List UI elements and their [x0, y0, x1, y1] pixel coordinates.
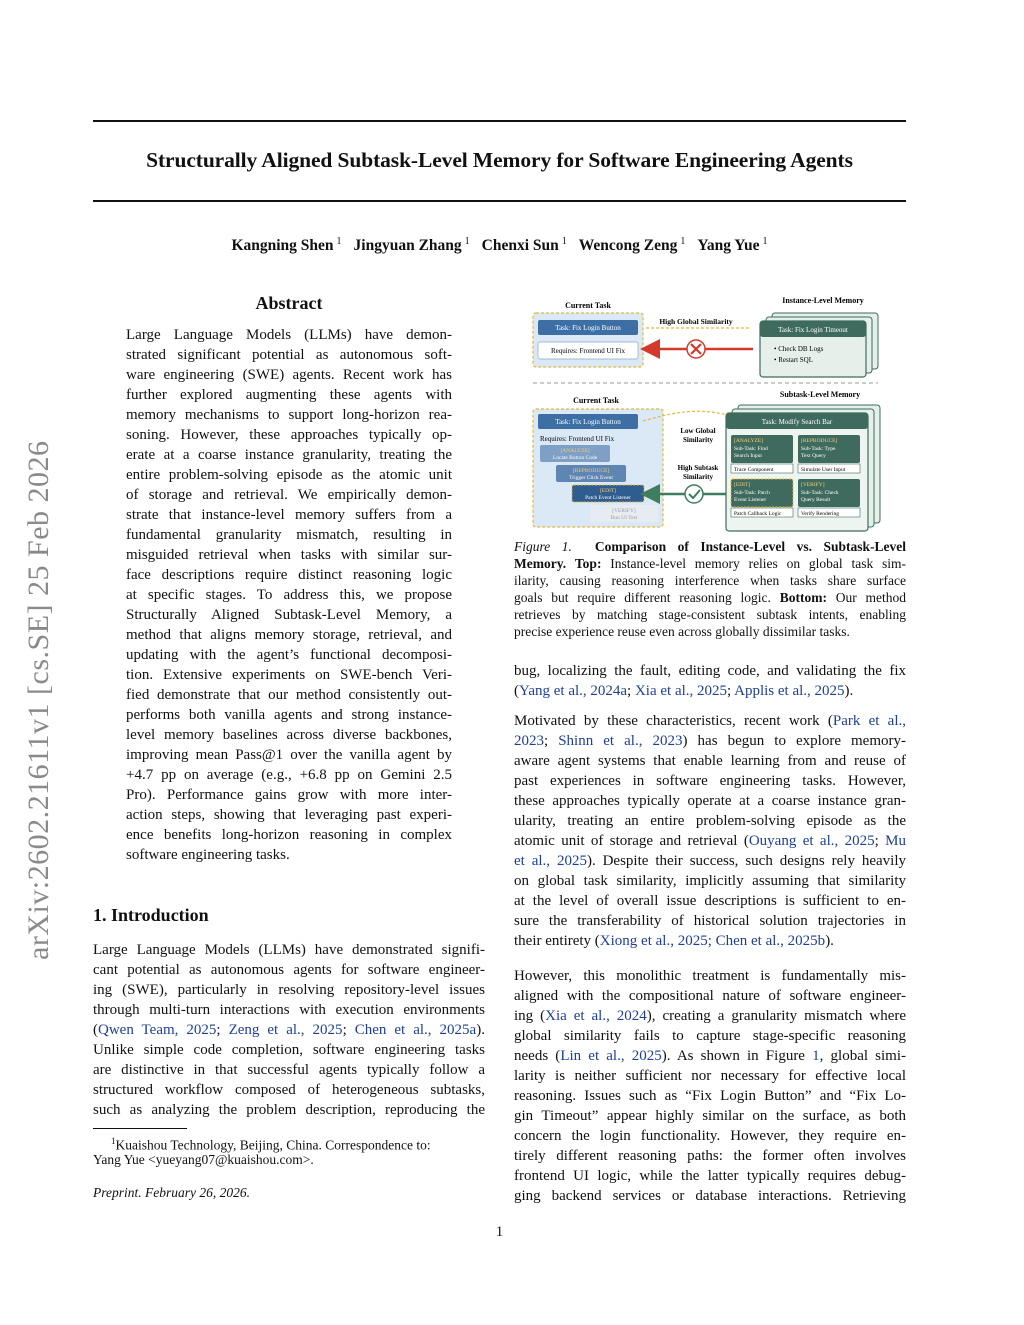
abstract-line: ware engineering (SWE) agents. Recent work has [126, 367, 452, 383]
intro-right-line: at the level of overall issue descriptions is sufficient to en- [514, 893, 906, 909]
abstract-line: updating with the agent’s functional decomposi- [126, 647, 452, 663]
fig-mem-cell-verify [798, 479, 860, 517]
fig-top-task-text: Task: Fix Login Button [555, 324, 621, 332]
fig-mem-cell-reproduce-l2: Text Query [801, 453, 826, 459]
fig-mem-cell-reproduce [798, 435, 860, 473]
intro-right-line: tirely different reasoning paths: the former often involves [514, 1148, 906, 1164]
intro-left-line: cant potential as autonomous agents for software engineer- [93, 962, 485, 978]
fig-mem-cell-analyze-foot: Trace Component [734, 467, 774, 473]
author-affiliation-mark: 1 [762, 236, 768, 247]
fig-step-reproduce-tag: [REPRODUCE] [572, 468, 610, 474]
text-segment: ; [874, 833, 886, 849]
fig-mem-cell-verify-l1: Sub-Task: Check [801, 490, 839, 496]
preprint-note: Preprint. February 26, 2026. [93, 1185, 250, 1200]
citation-link[interactable]: Xia et al., 2025 [634, 683, 728, 699]
abstract-line: action steps, showing that leveraging past experi- [126, 807, 452, 823]
text-segment: ), creating a granularity mismatch where [646, 1008, 907, 1024]
fig-mem-cell-reproduce-foot: Simulate User Input [801, 467, 846, 473]
text-segment: ; [342, 1022, 355, 1038]
fig-top-instance-memory-label: Instance-Level Memory [782, 296, 864, 305]
caption-line-1 [514, 538, 906, 555]
text-segment: ). As shown in Figure [661, 1048, 813, 1064]
paper-title: Structurally Aligned Subtask-Level Memory for Software Engineering Agents [146, 148, 853, 172]
arxiv-identifier: arXiv:2602.21611v1 [cs.SE] 25 Feb 2026 [22, 440, 55, 960]
text-segment: ; [544, 733, 559, 749]
caption-bottom-word: Bottom: [779, 590, 827, 605]
abstract-line: +4.7 pp on average (e.g., +6.8 pp on Gemini 2.5 [126, 767, 452, 783]
abstract-line: of storage and retrieval. We empirically demon- [126, 487, 452, 503]
abstract-line: software engineering tasks. [126, 847, 290, 863]
fig-step-analyze-tag: [ANALYZE] [560, 448, 590, 454]
text-segment: atomic unit of storage and retrieval ( [514, 833, 749, 849]
text-segment: ; [727, 683, 735, 699]
caption-line-4 [514, 589, 906, 606]
abstract-line: at specific stages. To address this, we propose [126, 587, 452, 603]
author-name: Jingyuan Zhang [353, 237, 462, 255]
fig-top-mem-bullet-2: • Restart SQL [774, 356, 814, 364]
caption-bottom-text: Our method [835, 590, 906, 605]
fig-mem-cell-edit-foot: Patch Callback Logic [734, 511, 782, 517]
footnote-mark: 1 [111, 1136, 116, 1146]
author-4 [579, 237, 686, 254]
caption-line-6: precise experience reuse even across globally dissimilar tasks. [514, 624, 850, 639]
citation-link[interactable]: Xiong et al., 2025; Chen et al., 2025b [599, 933, 826, 949]
citation-link[interactable]: Chen et al., 2025a [354, 1022, 477, 1038]
fig-check-icon [685, 485, 703, 503]
citation-link[interactable]: 1 [812, 1048, 820, 1064]
fig-step-verify-text: Run UI Test [610, 515, 638, 521]
fig-mem-cell-analyze-tag: [ANALYZE] [734, 438, 764, 444]
fig-low-sim-label-2: Similarity [683, 436, 713, 444]
intro-right-line [514, 931, 906, 951]
abstract-line: ence benefits long-horizon reasoning in complex [126, 827, 452, 843]
intro-right-line: ging backend services or database interactions. Retrieving [514, 1188, 906, 1204]
citation-link[interactable]: Zeng et al., 2025 [228, 1022, 343, 1038]
author-1 [231, 237, 341, 254]
footnote-line-2-wrap [93, 1151, 485, 1168]
text-segment: ; [216, 1022, 229, 1038]
fig-mem-cell-verify-l2: Query Result [801, 497, 831, 503]
author-name: Chenxi Sun [481, 237, 559, 255]
intro-right-line: global similarity fails to capture stage-specific reasoning [514, 1028, 906, 1044]
author-3 [482, 237, 567, 254]
intro-right-line [514, 851, 906, 871]
intro-right-line [514, 681, 906, 701]
footnote-rule [93, 1128, 187, 1129]
citation-link[interactable]: Mu [885, 833, 906, 849]
caption-label: Figure 1. [514, 539, 572, 554]
citation-link[interactable]: Xia et al., 2024 [545, 1008, 647, 1024]
abstract-line: memory mechanisms to support long-horizon rea- [126, 407, 452, 423]
title-rule-bottom [93, 200, 906, 202]
fig-mem-cell-verify-tag: [VERIFY] [801, 482, 825, 488]
text-segment: ). [844, 683, 854, 699]
text-segment: Motivated by these characteristics, recent work ( [514, 713, 833, 729]
intro-right-line [514, 711, 906, 731]
fig-top-requires-text: Requires: Frontend UI Fix [550, 347, 626, 355]
abstract-line: misguided retrieval when tasks with similar sur- [126, 547, 452, 563]
author-name: Wencong Zeng [578, 237, 678, 255]
caption-line-2 [514, 555, 906, 572]
page-number: 1 [495, 1224, 504, 1240]
intro-right-line: reasoning. Issues such as “Fix Login Button” and “Fix Lo- [514, 1088, 906, 1104]
intro-right-line: sure the transferability of historical solution trajectories in [514, 913, 906, 929]
caption-top-word: Top: [574, 556, 602, 571]
text-segment: ) has begun to explore memory- [682, 733, 907, 749]
intro-right-line [514, 1006, 906, 1026]
abstract-line: Pro). Performance gains grow with more inter- [126, 787, 452, 803]
text-segment: , global simi- [819, 1048, 907, 1064]
text-segment: their entirety ( [514, 933, 600, 949]
fig-mem-cell-edit-tag: [EDIT] [734, 482, 751, 488]
intro-left-line: Large Language Models (LLMs) have demonstrated signifi- [93, 942, 485, 958]
intro-right-line: However, this monolithic treatment is fundamentally mis- [514, 968, 906, 984]
footnote-line-2: Yang Yue <yueyang07@kuaishou.com>. [93, 1152, 314, 1167]
abstract-line: soning. However, these approaches typically op- [126, 427, 452, 443]
abstract-line: performs both vanilla agents and strong instance- [126, 707, 452, 723]
abstract-line: strated significant potential as autonomous soft- [126, 347, 452, 363]
citation-link[interactable]: Ouyang et al., 2025 [748, 833, 875, 849]
fig-step-analyze-text: Locate Button Code [552, 455, 598, 461]
fig-step-edit-text: Patch Event Listener [585, 495, 631, 501]
author-affiliation-mark: 1 [336, 236, 342, 247]
fig-mem-cell-reproduce-l1: Sub-Task: Type [801, 446, 836, 452]
author-name: Yang Yue [697, 237, 760, 255]
text-segment: ( [514, 683, 519, 699]
intro-right-line: ularity, treating an entire problem-solving episode as the [514, 813, 906, 829]
intro-right-line [514, 831, 906, 851]
fig-bottom-requires-text: Requires: Frontend UI Fix [540, 435, 615, 443]
author-affiliation-mark: 1 [561, 236, 567, 247]
intro-right-line [514, 1046, 906, 1066]
intro-left-line: such as analyzing the problem description, reproducing the [93, 1102, 485, 1118]
abstract-line: level memory baselines across diverse backbones, [126, 727, 452, 743]
citation-link[interactable]: et al., 2025 [514, 853, 587, 869]
intro-right-line: gin Timeout” appear highly similar on the surface, as both [514, 1108, 906, 1124]
fig-top-current-task-label: Current Task [565, 301, 611, 310]
fig-bottom-current-task-label: Current Task [573, 396, 619, 405]
author-2 [354, 237, 470, 254]
intro-left-line: are distinctive in that successful agents typically follow a [93, 1062, 485, 1078]
text-segment: needs ( [514, 1048, 561, 1064]
citation-link[interactable]: 2023 [514, 733, 544, 749]
abstract-line: tion. Extensive experiments on SWE-bench Veri- [126, 667, 452, 683]
figure-1 [528, 293, 888, 533]
citation-link[interactable]: Lin et al., 2025 [560, 1048, 662, 1064]
author-list [93, 236, 906, 255]
citation-link[interactable]: Shinn et al., 2023 [558, 733, 683, 749]
fig-mem-cell-analyze [731, 435, 793, 473]
fig-bottom-mem-task-text: Task: Modify Search Bar [761, 418, 833, 426]
caption-line-3: ilarity, causing reasoning interference when tasks share surface [514, 573, 906, 588]
fig-low-sim-label-1: Low Global [680, 427, 716, 435]
abstract-line: erate at a coarse instance granularity, treating the [126, 447, 452, 463]
text-segment: ). [476, 1022, 485, 1038]
fig-step-reproduce-text: Trigger Click Event [569, 475, 613, 481]
text-segment: ). Despite their success, such designs rely heavily [586, 853, 906, 869]
fig-high-sim-label-1: High Subtask [677, 464, 719, 472]
abstract-line: method that aligns memory storage, retrieval, and [126, 627, 452, 643]
citation-link[interactable]: Qwen Team, 2025 [98, 1022, 217, 1038]
intro-right-line: these approaches typically operate at a coarse instance gran- [514, 793, 906, 809]
fig-top-arrow-label: High Global Similarity [659, 317, 733, 326]
intro-right-line: larity is neither sufficient nor necessary for effective local [514, 1068, 906, 1084]
text-segment: ). [825, 933, 834, 949]
text-segment: ( [93, 1022, 98, 1038]
intro-right-line: concern the login functionality. However, they require en- [514, 1128, 906, 1144]
fig-mem-cell-reproduce-tag: [REPRODUCE] [801, 438, 838, 444]
intro-right-line: frontend UI logic, while the latter typically requires debug- [514, 1168, 906, 1184]
caption-bold-2: Memory. [514, 556, 567, 571]
caption-bold: Comparison of Instance-Level vs. Subtask-Level [594, 539, 907, 554]
abstract-line: face descriptions require distinct reasoning logic [126, 567, 452, 583]
intro-heading: 1. Introduction [93, 905, 209, 925]
author-5 [697, 237, 767, 254]
citation-link[interactable]: Park et al., [832, 713, 906, 729]
abstract-line: Structurally Aligned Subtask-Level Memory, a [126, 607, 452, 623]
citation-link[interactable]: Yang et al., 2024a [519, 683, 628, 699]
abstract-line: further explored augmenting these agents with [126, 387, 452, 403]
intro-right-line: aware agent systems that enable learning from and reuse of [514, 753, 906, 769]
abstract-line: strate that instance-level memory suffers from a [126, 507, 452, 523]
fig-mem-cell-edit [731, 479, 793, 517]
fig-mem-cell-analyze-l1: Sub-Task: Find [734, 446, 768, 452]
text-segment: ing ( [514, 1008, 546, 1024]
intro-right-line: on global task similarity, implicitly assuming that similarity [514, 873, 906, 889]
fig-step-verify-tag: [VERIFY] [612, 508, 636, 514]
title-rule-top [93, 120, 906, 122]
fig-step-edit-tag: [EDIT] [599, 488, 617, 494]
caption-line-5: retrieves by matching stage-consistent subtask intents, enabling [514, 607, 906, 622]
abstract-line: improving mean Pass@1 over the vanilla agent by [126, 747, 452, 763]
fig-top-mem-task-text: Task: Fix Login Timeout [778, 326, 848, 334]
fig-mem-cell-edit-l1: Sub-Task: Patch [734, 490, 770, 496]
footnote-line-1: Kuaishou Technology, Beijing, China. Correspondence to: [115, 1137, 431, 1153]
intro-left-line: structured workflow composed of heterogeneous subtasks, [93, 1082, 485, 1098]
caption-top-text: Instance-level memory relies on global task sim- [610, 556, 907, 571]
text-segment: ; [627, 683, 635, 699]
abstract-line: Large Language Models (LLMs) have demon- [126, 327, 452, 343]
abstract-line: fundamental granularity mismatch, resulting in [126, 527, 452, 543]
fig-mem-cell-verify-foot: Verify Rendering [801, 511, 840, 517]
author-affiliation-mark: 1 [464, 236, 470, 247]
author-name: Kangning Shen [231, 237, 334, 255]
fig-bottom-task-text: Task: Fix Login Button [555, 418, 621, 426]
caption-mid-end: goals but require different reasoning logic. [514, 590, 771, 605]
intro-right-line: bug, localizing the fault, editing code, and validating the fix [514, 663, 906, 679]
fig-high-sim-label-2: Similarity [683, 473, 713, 481]
abstract-line: entire problem-solving episode as the atomic unit [126, 467, 452, 483]
intro-left-line [93, 1020, 485, 1040]
citation-link[interactable]: Applis et al., 2025 [734, 683, 845, 699]
abstract-heading: Abstract [255, 293, 323, 313]
intro-left-line: Unlike simple code completion, software engineering tasks [93, 1042, 485, 1058]
intro-left-line: ing (SWE), particularly in resolving repository-level issues [93, 982, 485, 998]
fig-top-mem-bullet-1: • Check DB Logs [774, 345, 824, 353]
intro-right-line [514, 731, 906, 751]
fig-bottom-subtask-memory-label: Subtask-Level Memory [779, 390, 861, 399]
intro-left-line: through multi-turn interactions with execution environments [93, 1002, 485, 1018]
abstract-line: fied demonstrate that our method consistently out- [126, 687, 452, 703]
intro-right-line: past experiences in software engineering tasks. However, [514, 773, 906, 789]
intro-right-line: aligned with the compositional nature of software engineer- [514, 988, 906, 1004]
author-affiliation-mark: 1 [680, 236, 686, 247]
fig-mem-cell-edit-l2: Event Listener [734, 497, 767, 503]
fig-mem-cell-analyze-l2: Search Input [734, 453, 762, 459]
